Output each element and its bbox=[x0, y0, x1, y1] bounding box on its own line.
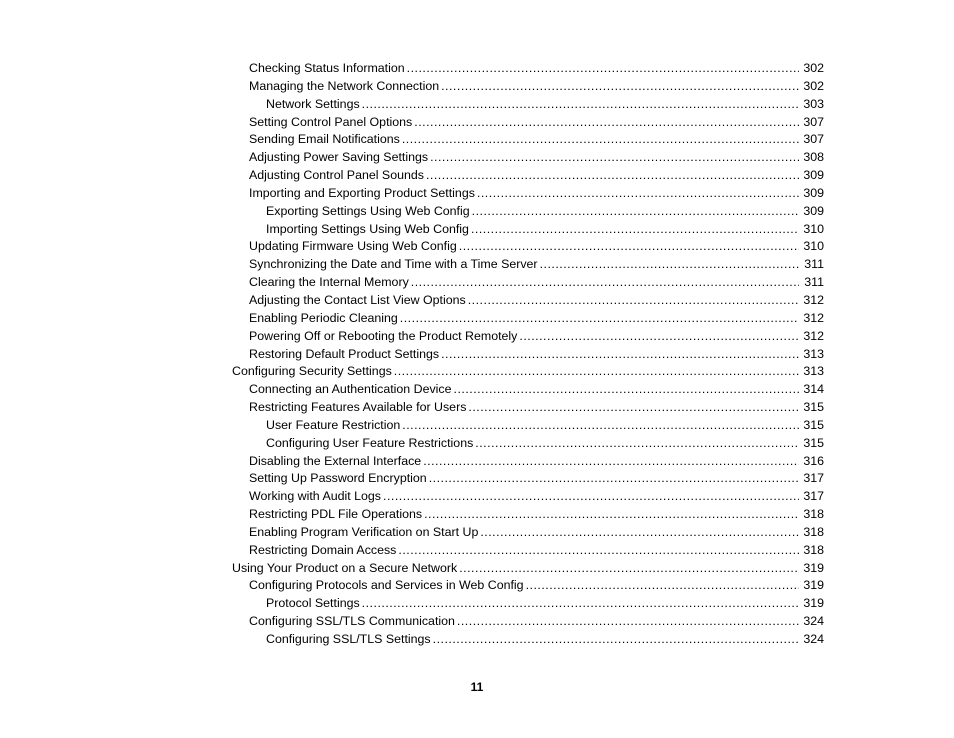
toc-dot-leader bbox=[468, 292, 799, 310]
toc-entry-page: 302 bbox=[803, 78, 824, 93]
toc-dot-leader bbox=[459, 238, 799, 256]
toc-entry-title: Updating Firmware Using Web Config bbox=[249, 239, 457, 254]
toc-dot-leader bbox=[411, 274, 799, 292]
toc-entry[interactable] bbox=[232, 631, 824, 649]
toc-dot-leader bbox=[362, 595, 799, 613]
toc-entry-title: Configuring SSL/TLS Communication bbox=[249, 614, 455, 629]
toc-entry-title: Setting Control Panel Options bbox=[249, 114, 413, 129]
toc-entry[interactable] bbox=[232, 221, 824, 239]
toc-entry-page: 315 bbox=[803, 417, 824, 432]
toc-entry[interactable] bbox=[232, 346, 824, 364]
toc-entry[interactable] bbox=[232, 524, 824, 542]
toc-entry-title: Protocol Settings bbox=[266, 596, 360, 611]
toc-entry-title: Sending Email Notifications bbox=[249, 132, 400, 147]
toc-entry-title: Checking Status Information bbox=[249, 61, 405, 75]
toc-entry-title: Configuring SSL/TLS Settings bbox=[266, 632, 431, 646]
toc-entry[interactable] bbox=[232, 435, 824, 453]
toc-entry-title: Synchronizing the Date and Time with a Time Server bbox=[249, 257, 538, 272]
toc-entry[interactable] bbox=[232, 131, 824, 149]
toc-entry-title: Network Settings bbox=[266, 96, 360, 111]
toc-entry-page: 312 bbox=[803, 328, 824, 343]
toc-dot-leader bbox=[407, 60, 799, 78]
toc-dot-leader bbox=[402, 417, 799, 435]
toc-entry-page: 309 bbox=[803, 168, 824, 183]
toc-entry[interactable] bbox=[232, 613, 824, 631]
toc-entry[interactable] bbox=[232, 185, 824, 203]
toc-dot-leader bbox=[402, 131, 799, 149]
toc-entry[interactable] bbox=[232, 417, 824, 435]
toc-dot-leader bbox=[454, 381, 799, 399]
toc-entry[interactable] bbox=[232, 542, 824, 560]
toc-entry[interactable] bbox=[232, 78, 824, 96]
toc-entry[interactable] bbox=[232, 203, 824, 221]
toc-entry-page: 302 bbox=[803, 61, 824, 75]
toc-entry-page: 312 bbox=[803, 310, 824, 325]
toc-entry[interactable] bbox=[232, 292, 824, 310]
toc-dot-leader bbox=[398, 542, 799, 560]
toc-entry-page: 307 bbox=[803, 114, 824, 129]
toc-entry-page: 309 bbox=[803, 203, 824, 218]
toc-entry-title: Restricting Domain Access bbox=[249, 542, 397, 557]
toc-entry-title: Working with Audit Logs bbox=[249, 489, 382, 504]
toc-entry-page: 319 bbox=[803, 560, 824, 575]
toc-entry-title: Connecting an Authentication Device bbox=[249, 382, 452, 397]
toc-entry[interactable] bbox=[232, 149, 824, 167]
toc-dot-leader bbox=[471, 221, 799, 239]
toc-entry-title: Using Your Product on a Secure Network bbox=[232, 560, 458, 575]
toc-entry-title: Exporting Settings Using Web Config bbox=[266, 203, 470, 218]
toc-entry-page: 318 bbox=[803, 542, 824, 557]
toc-entry-page: 308 bbox=[803, 150, 824, 165]
toc-entry-page: 317 bbox=[803, 471, 824, 486]
toc-entry-title: Managing the Network Connection bbox=[249, 78, 440, 93]
toc-dot-leader bbox=[519, 328, 799, 346]
toc-entry[interactable] bbox=[232, 506, 824, 524]
toc-entry-title: Restoring Default Product Settings bbox=[249, 346, 440, 361]
toc-dot-leader bbox=[472, 203, 799, 221]
toc-dot-leader bbox=[429, 470, 799, 488]
toc-entry[interactable] bbox=[232, 167, 824, 185]
toc-entry[interactable] bbox=[232, 577, 824, 595]
toc-dot-leader bbox=[468, 399, 799, 417]
toc-entry-page: 310 bbox=[803, 221, 824, 236]
toc-entry-title: Powering Off or Rebooting the Product Remotely bbox=[249, 328, 518, 343]
toc-entry-page: 324 bbox=[803, 632, 824, 646]
toc-entry-title: Clearing the Internal Memory bbox=[249, 275, 409, 290]
toc-entry-page: 313 bbox=[803, 364, 824, 379]
toc-dot-leader bbox=[480, 524, 799, 542]
toc-entry-page: 313 bbox=[803, 346, 824, 361]
toc-entry-title: Configuring Protocols and Services in Web Config bbox=[249, 578, 524, 593]
toc-entry-page: 303 bbox=[803, 96, 824, 111]
toc-entry-title: Restricting Features Available for Users bbox=[249, 400, 467, 415]
toc-dot-leader bbox=[414, 114, 799, 132]
toc-entry-page: 309 bbox=[803, 185, 824, 200]
toc-entry-title: Enabling Periodic Cleaning bbox=[249, 310, 398, 325]
toc-dot-leader bbox=[441, 346, 799, 364]
toc-entry-page: 312 bbox=[803, 292, 824, 307]
toc-entry-page: 315 bbox=[803, 400, 824, 415]
toc-entry[interactable] bbox=[232, 363, 824, 381]
toc-dot-leader bbox=[459, 560, 799, 578]
toc-entry[interactable] bbox=[232, 470, 824, 488]
toc-entry-page: 318 bbox=[803, 524, 824, 539]
toc-dot-leader bbox=[441, 78, 799, 96]
toc-entry[interactable] bbox=[232, 114, 824, 132]
toc-entry-page: 315 bbox=[803, 435, 824, 450]
toc-dot-leader bbox=[424, 506, 799, 524]
toc-dot-leader bbox=[540, 256, 799, 274]
toc-dot-leader bbox=[362, 96, 799, 114]
toc-entry-page: 324 bbox=[803, 614, 824, 629]
toc-dot-leader bbox=[394, 363, 799, 381]
toc-entry[interactable] bbox=[232, 381, 824, 399]
toc-entry[interactable] bbox=[232, 60, 824, 78]
toc-entry[interactable] bbox=[232, 238, 824, 256]
toc-entry-title: Restricting PDL File Operations bbox=[249, 507, 423, 522]
toc-dot-leader bbox=[433, 631, 799, 649]
toc-entry-page: 319 bbox=[803, 578, 824, 593]
toc-entry[interactable] bbox=[232, 560, 824, 578]
toc-entry-page: 310 bbox=[803, 239, 824, 254]
toc-entry-title: User Feature Restriction bbox=[266, 417, 401, 432]
toc-dot-leader bbox=[400, 310, 799, 328]
table-of-contents bbox=[232, 60, 824, 649]
toc-entry-title: Importing Settings Using Web Config bbox=[266, 221, 469, 236]
toc-entry[interactable] bbox=[232, 488, 824, 506]
toc-entry-title: Configuring User Feature Restrictions bbox=[266, 435, 474, 450]
toc-entry-page: 307 bbox=[803, 132, 824, 147]
toc-entry-title: Configuring Security Settings bbox=[232, 364, 392, 379]
toc-entry[interactable] bbox=[232, 328, 824, 346]
toc-entry-page: 314 bbox=[803, 382, 824, 397]
toc-entry-page: 319 bbox=[803, 596, 824, 611]
toc-entry[interactable] bbox=[232, 595, 824, 613]
toc-entry[interactable] bbox=[232, 453, 824, 471]
toc-entry-title: Disabling the External Interface bbox=[249, 453, 422, 468]
toc-entry-page: 311 bbox=[804, 257, 824, 272]
toc-dot-leader bbox=[526, 577, 799, 595]
toc-entry-page: 311 bbox=[804, 275, 824, 290]
toc-dot-leader bbox=[475, 435, 799, 453]
toc-entry-title: Adjusting Power Saving Settings bbox=[249, 150, 429, 165]
toc-entry-title: Adjusting the Contact List View Options bbox=[249, 292, 466, 307]
toc-entry-title: Adjusting Control Panel Sounds bbox=[249, 168, 424, 183]
toc-entry-page: 317 bbox=[803, 489, 824, 504]
toc-entry[interactable] bbox=[232, 256, 824, 274]
page-number: 11 bbox=[470, 680, 484, 694]
toc-entry[interactable] bbox=[232, 310, 824, 328]
toc-entry[interactable] bbox=[232, 96, 824, 114]
toc-dot-leader bbox=[426, 167, 799, 185]
toc-dot-leader bbox=[477, 185, 799, 203]
toc-dot-leader bbox=[423, 453, 799, 471]
toc-dot-leader bbox=[430, 149, 799, 167]
toc-entry-title: Setting Up Password Encryption bbox=[249, 471, 427, 486]
toc-entry[interactable] bbox=[232, 399, 824, 417]
toc-entry-page: 316 bbox=[803, 453, 824, 468]
toc-dot-leader bbox=[457, 613, 799, 631]
toc-entry[interactable] bbox=[232, 274, 824, 292]
toc-dot-leader bbox=[383, 488, 799, 506]
toc-entry-title: Importing and Exporting Product Settings bbox=[249, 185, 475, 200]
toc-entry-page: 318 bbox=[803, 507, 824, 522]
toc-entry-title: Enabling Program Verification on Start Up bbox=[249, 524, 479, 539]
